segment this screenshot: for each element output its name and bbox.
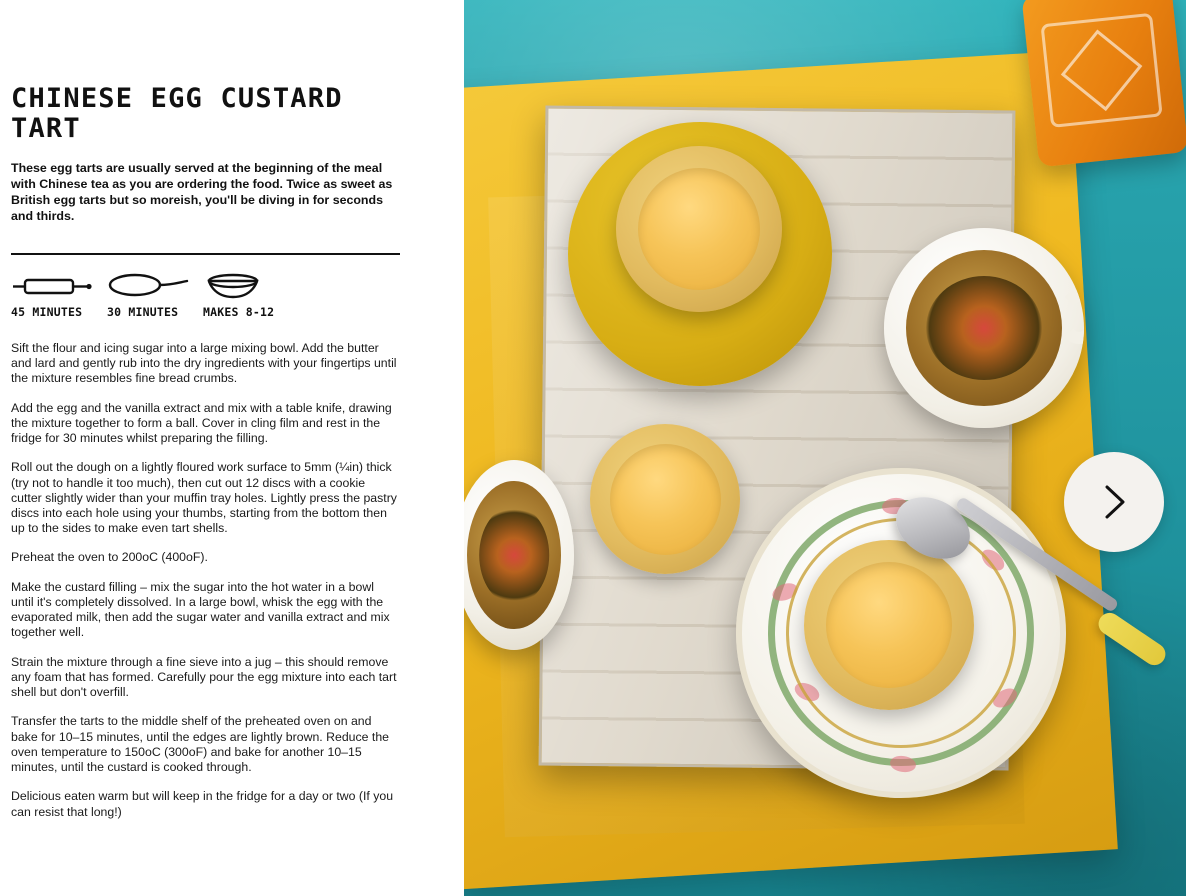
recipe-intro: These egg tarts are usually served at the beginning of the meal with Chinese tea as you are ordering the food. Twice as sweet as British egg tarts but so moreish, you'll be diving in for seconds and thirds. (11, 161, 393, 223)
recipe-meta-row (11, 269, 399, 319)
teacup-handle (1058, 290, 1084, 344)
recipe-steps (11, 341, 399, 820)
next-image-button[interactable] (1064, 452, 1164, 552)
recipe-photo-pane (464, 0, 1186, 896)
bottle-label (1040, 13, 1162, 128)
recipe-step: Delicious eaten warm but will keep in the fridge for a day or two (If you can resist that long!) (11, 789, 394, 819)
flowering-tea-bloom (926, 276, 1042, 380)
meta-cook-time (107, 269, 203, 319)
meta-prep-time-label: 45 MINUTES (11, 304, 83, 319)
recipe-text-pane (0, 0, 464, 896)
flowering-tea-bloom (479, 506, 549, 605)
egg-tart (616, 146, 782, 312)
egg-tart (804, 540, 974, 710)
meta-prep-time (11, 269, 107, 319)
recipe-step: Roll out the dough on a lightly floured work surface to 5mm (¼in) thick (try not to handle it too much), then cut out 12 discs with a cookie cutter slightly wider than your muffin tray holes. Lightly press the pastry discs into each hole using your thumbs, starting from the bottom then up to the sides to make even tart shells. (11, 460, 397, 536)
orange-bottle (1021, 0, 1186, 167)
recipe-content (11, 84, 399, 820)
recipe-step: Transfer the tarts to the middle shelf of the preheated oven on and bake for 10–15 minutes, until the edges are lightly brown. Reduce the oven temperature to 150oC (300oF) and bake for another 10–15 minutes, until the custard is cooked through. (11, 714, 390, 775)
chevron-right-icon (1099, 483, 1129, 521)
recipe-step: Strain the mixture through a fine sieve into a jug – this should remove any foam that has formed. Carefully pour the egg mixture into each tart shell but don't overfill. (11, 654, 397, 700)
bowl-icon (203, 269, 313, 303)
recipe-step: Add the egg and the vanilla extract and mix with a table knife, drawing the mixture together to form a ball. Cover in cling film and rest in the fridge for 30 minutes whilst preparing the filling. (11, 400, 392, 446)
meta-yield-label: MAKES 8-12 (203, 304, 275, 319)
page-title: CHINESE EGG CUSTARD TART (11, 83, 343, 144)
egg-tart (590, 424, 740, 574)
recipe-step: Preheat the oven to 200oC (400oF). (11, 550, 208, 565)
meta-cook-time-label: 30 MINUTES (107, 304, 179, 319)
recipe-photo (464, 0, 1186, 896)
meta-yield (203, 269, 313, 319)
recipe-step: Sift the flour and icing sugar into a large mixing bowl. Add the butter and lard and gently rub into the dry ingredients with your fingertips until the mixture resembles fine bread crumbs. (11, 340, 397, 386)
recipe-step: Make the custard filling – mix the sugar into the hot water in a bowl until it's completely dissolved. In a large bowl, whisk the egg with the evaporated milk, then add the sugar water and vanilla extract and mix together well. (11, 579, 390, 640)
rolling-pin-icon (11, 269, 107, 303)
teacup-with-flowering-tea (884, 228, 1084, 428)
frying-pan-icon (107, 269, 203, 303)
divider (11, 253, 400, 255)
